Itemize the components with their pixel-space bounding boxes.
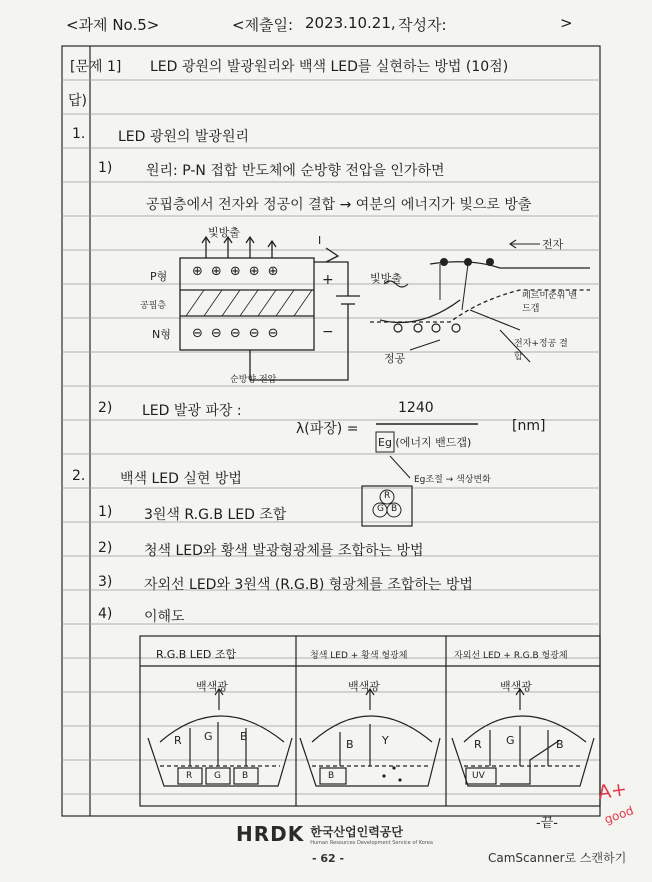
n-type-charges	[192, 326, 279, 341]
section2-item-text: 자외선 LED와 3원색 (R.G.B) 형광체를 조합하는 방법	[144, 577, 473, 593]
white-light-label: 백색광	[500, 680, 532, 693]
diagram-minus: −	[322, 324, 334, 340]
rgb-g: G	[377, 504, 384, 514]
section2-title: 백색 LED 실현 방법	[120, 471, 242, 487]
item1-line2: 공핍층에서 전자와 정공이 결합 → 여분의 에너지가 빛으로 방출	[146, 197, 532, 213]
diagram-plus: +	[322, 272, 334, 288]
header-close: >	[560, 14, 573, 32]
minus-charge: ⊖	[267, 326, 279, 341]
plus-charge: ⊕	[210, 264, 222, 279]
diagram-band-label: 페르미준위 밴드갭	[522, 291, 578, 314]
section2-item-text: 이해도	[144, 609, 185, 625]
end-mark: -끝-	[536, 816, 558, 831]
white-light-label: 백색광	[348, 680, 380, 693]
formula-lambda: λ(파장) =	[296, 421, 359, 437]
hrdk-logo	[236, 822, 433, 846]
p-type-charges	[192, 264, 279, 279]
white-light-label: 백색광	[196, 680, 228, 693]
diagram-depletion-label: 공핍층	[140, 301, 167, 311]
ray-label-r: R	[474, 738, 482, 751]
hrdk-org	[310, 823, 433, 846]
diagram-recomb-label: 전자+정공 결합	[514, 339, 568, 362]
minus-charge: ⊖	[229, 326, 241, 341]
diagram-forward-label: 순방향 전압	[230, 375, 277, 385]
diagram-current-label: I	[318, 234, 322, 247]
rgb-b: B	[391, 504, 398, 514]
plus-charge: ⊕	[192, 264, 203, 279]
grade-note: good	[602, 803, 636, 827]
table-header-2: 청색 LED + 황색 형광체	[310, 651, 408, 661]
page-number: - 62 -	[312, 852, 345, 865]
diagram-light-label: 빛방출	[208, 226, 240, 239]
item1-line1: 원리: P-N 접합 반도체에 순방향 전압을 인가하면	[146, 163, 445, 179]
section2-item-number: 3)	[98, 574, 113, 590]
section2-item-number: 2)	[98, 540, 113, 556]
section2-item-text: 3원색 R.G.B LED 조합	[144, 507, 287, 523]
section2-item-number: 1)	[98, 504, 113, 520]
chip-label-g: G	[214, 771, 221, 781]
scanner-watermark: CamScanner로 스캔하기	[488, 851, 627, 865]
question-tag: [문제 1]	[70, 59, 122, 75]
answer-label: 답)	[68, 93, 87, 109]
diagram-hole-label: 정공	[384, 352, 406, 365]
minus-charge: ⊖	[210, 326, 222, 341]
formula-note: Eg조절 → 색상변화	[414, 475, 491, 485]
grade-mark: A+	[596, 778, 629, 804]
ray-label-b: B	[346, 738, 354, 751]
item2-number: 2)	[98, 400, 113, 416]
formula-unit: [nm]	[512, 418, 546, 434]
hrdk-brand: HRDK	[236, 822, 305, 846]
ray-label-g: G	[204, 730, 213, 743]
plus-charge: ⊕	[229, 264, 241, 279]
table-header-3: 자외선 LED + R.G.B 형광체	[454, 651, 568, 661]
chip-label-r: R	[186, 771, 193, 781]
writer-label: 작성자:	[398, 16, 447, 34]
section2-item-text: 청색 LED와 황색 발광형광체를 조합하는 방법	[144, 543, 424, 559]
assignment-number: <과제 No.5>	[66, 16, 160, 34]
item1-number: 1)	[98, 160, 113, 176]
ray-label-y: Y	[382, 734, 389, 747]
ray-label-g: G	[506, 734, 515, 747]
hrdk-org-english: Human Resources Development Service of Korea	[310, 839, 433, 846]
ray-label-r: R	[174, 734, 182, 747]
section1-title: LED 광원의 발광원리	[118, 129, 249, 145]
diagram-emit-label: 빛방출	[370, 272, 402, 285]
table-header-1: R.G.B LED 조합	[156, 648, 237, 661]
formula-denominator: Eg (에너지 밴드갭)	[378, 436, 472, 449]
chip-label-b: B	[242, 771, 249, 781]
hrdk-org-korean: 한국산업인력공단	[310, 824, 403, 839]
plus-charge: ⊕	[248, 264, 260, 279]
diagram-n-label: N형	[152, 328, 171, 341]
minus-charge: ⊖	[248, 326, 260, 341]
submit-date: 2023.10.21,	[305, 14, 396, 32]
section1-number: 1.	[72, 126, 86, 142]
item2-title: LED 발광 파장 :	[142, 403, 242, 419]
formula-numerator: 1240	[398, 400, 434, 416]
section2-item-number: 4)	[98, 606, 113, 622]
minus-charge: ⊖	[192, 326, 203, 341]
rgb-r: R	[384, 491, 391, 501]
submit-label: <제출일:	[232, 16, 294, 34]
plus-charge: ⊕	[267, 264, 279, 279]
diagram-electron-label: 전자	[542, 238, 564, 251]
question-text: LED 광원의 발광원리와 백색 LED를 실현하는 방법 (10점)	[150, 59, 509, 75]
section2-number: 2.	[72, 468, 86, 484]
ray-label-b: B	[556, 738, 564, 751]
ray-label-b: B	[240, 730, 248, 743]
chip-label-uv: UV	[472, 771, 485, 781]
chip-label-blue: B	[328, 771, 335, 781]
diagram-p-label: P형	[150, 270, 168, 283]
